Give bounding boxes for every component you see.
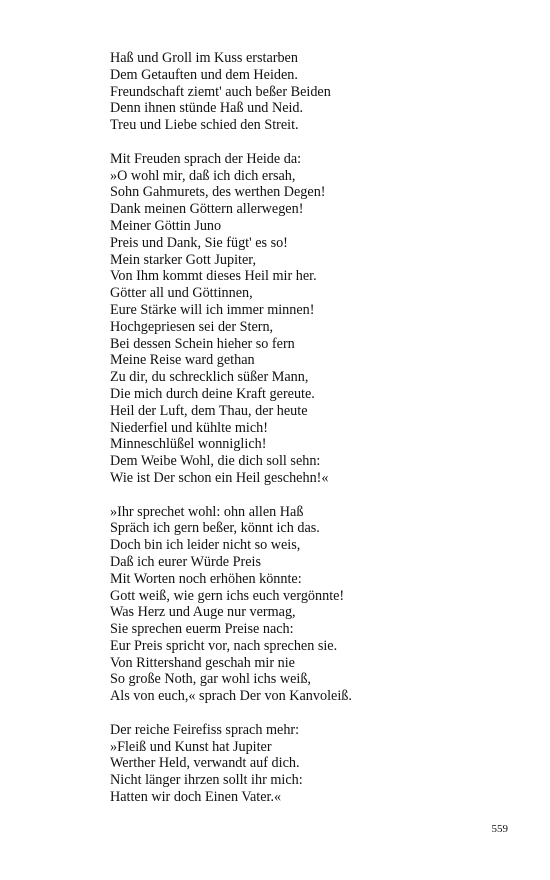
verse-line: Götter all und Göttinnen, [110,285,253,302]
verse-line: Eure Stärke will ich immer minnen! [110,301,315,318]
verse-line: Von Ihm kommt dieses Heil mir her. [110,268,317,285]
page-number: 559 [491,823,508,835]
verse-line: Hochgepriesen sei der Stern, [110,318,274,335]
verse-line: Treu und Liebe schied den Streit. [110,117,299,134]
verse-line: Die mich durch deine Kraft gereute. [110,385,315,402]
verse-line: Dem Weibe Wohl, die dich soll sehn: [110,453,321,470]
verse-line: Nicht länger ihrzen sollt ihr mich: [110,772,303,789]
verse-line: Mit Freuden sprach der Heide da: [110,150,302,167]
verse-line: Zu dir, du schrecklich süßer Mann, [110,369,309,386]
verse-line: Haß und Groll im Kuss erstarben [110,50,298,66]
verse-line: Eur Preis spricht vor, nach sprechen sie. [110,637,338,654]
verse-line: Gott weiß, wie gern ichs euch vergönnte! [110,587,345,604]
verse-line: Mit Worten noch erhöhen könnte: [110,570,302,587]
verse-line: Denn ihnen stünde Haß und Neid. [110,100,304,117]
stanza [110,722,530,806]
verse-line: Der reiche Feirefiss sprach mehr: [110,721,300,738]
verse-line: Von Rittershand geschah mir nie [110,654,295,671]
verse-line: Spräch ich gern beßer, könnt ich das. [110,520,320,537]
verse-line: Sohn Gahmurets, des werthen Degen! [110,184,326,201]
stanza [110,151,530,487]
poem-text [110,50,530,823]
verse-line: Sie sprechen euerm Preise nach: [110,621,294,638]
verse-line: Dank meinen Göttern allerwegen! [110,201,304,218]
verse-line: Mein starker Gott Jupiter, [110,251,257,268]
verse-line: »Fleiß und Kunst hat Jupiter [110,738,272,755]
stanza [110,504,530,706]
verse-line: »Ihr sprechet wohl: ohn allen Haß [110,503,304,520]
verse-line: Minneschlüßel wonniglich! [110,436,267,453]
verse-line: Niederfiel und kühlte mich! [110,419,268,436]
verse-line: Bei dessen Schein hieher so fern [110,335,295,352]
verse-line: Wie ist Der schon ein Heil geschehn!« [110,469,329,486]
verse-line: Hatten wir doch Einen Vater.« [110,789,282,806]
verse-line: Daß ich eurer Würde Preis [110,553,262,570]
verse-line: Doch bin ich leider nicht so weis, [110,537,301,554]
verse-line: Als von euch,« sprach Der von Kanvoleiß. [110,688,352,705]
verse-line: »O wohl mir, daß ich dich ersah, [110,167,296,184]
verse-line: Preis und Dank, Sie fügt' es so! [110,234,288,251]
verse-line: Werther Held, verwandt auf dich. [110,755,300,772]
verse-line: Meiner Göttin Juno [110,217,222,234]
verse-line: Was Herz und Auge nur vermag, [110,604,296,621]
verse-line: Heil der Luft, dem Thau, der heute [110,402,308,419]
verse-line: Dem Getauften und dem Heiden. [110,66,298,83]
stanza [110,50,530,134]
verse-line: Freundschaft ziemt' auch beßer Beiden [110,83,331,100]
verse-line: So große Noth, gar wohl ichs weiß, [110,671,311,688]
verse-line: Meine Reise ward gethan [110,352,255,369]
